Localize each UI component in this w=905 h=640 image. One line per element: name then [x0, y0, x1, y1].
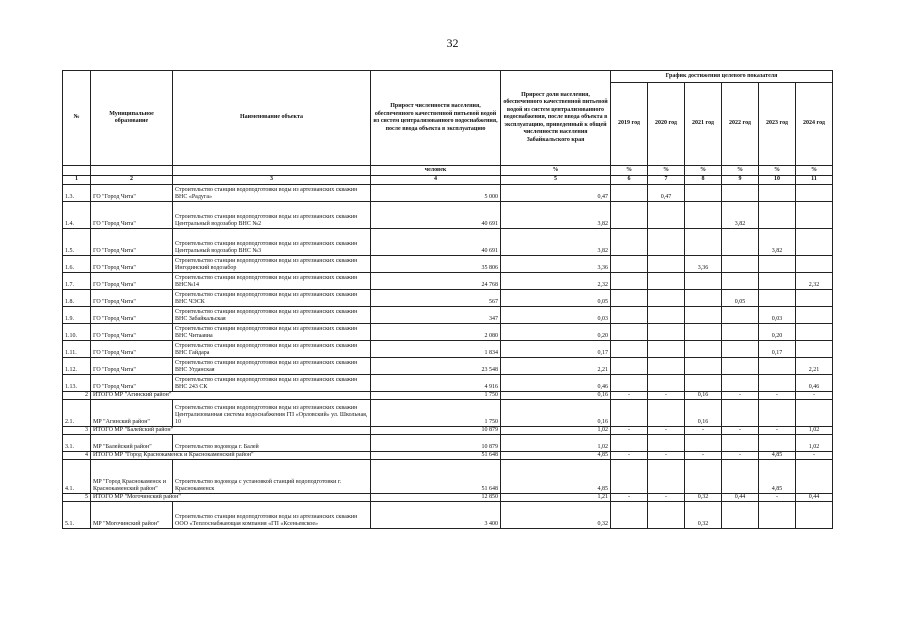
year-value [611, 357, 648, 374]
share-value: 4,85 [501, 451, 611, 459]
year-value [611, 323, 648, 340]
unit-cell [63, 166, 91, 176]
year-value [611, 399, 648, 426]
table-row [63, 399, 833, 426]
year-value [722, 399, 759, 426]
share-value: 0,05 [501, 289, 611, 306]
table-row [63, 501, 833, 528]
year-value [611, 201, 648, 228]
year-value: 0,20 [759, 323, 796, 340]
year-value: 0,05 [722, 289, 759, 306]
year-value: 0,46 [796, 374, 833, 391]
row-number: 2.1. [63, 399, 91, 426]
unit-percent: % [796, 166, 833, 176]
unit-percent: % [501, 166, 611, 176]
year-value [796, 255, 833, 272]
year-value [722, 323, 759, 340]
year-value [796, 184, 833, 201]
table-row [63, 228, 833, 255]
population-value: 10 879 [371, 434, 501, 451]
year-value [685, 357, 722, 374]
year-value [648, 399, 685, 426]
population-value: 24 768 [371, 272, 501, 289]
unit-people: человек [371, 166, 501, 176]
year-value: - [796, 451, 833, 459]
year-value [611, 289, 648, 306]
page-number: 32 [446, 36, 459, 50]
unit-cell [91, 166, 173, 176]
year-value: - [685, 451, 722, 459]
year-value [648, 434, 685, 451]
table-row [63, 357, 833, 374]
year-value: 3,82 [722, 201, 759, 228]
year-value [759, 272, 796, 289]
municipality-cell: ГО "Город Чита" [91, 357, 173, 374]
total-row [63, 426, 833, 434]
row-number: 1.5. [63, 228, 91, 255]
row-number: 1.8. [63, 289, 91, 306]
population-value: 51 648 [371, 451, 501, 459]
header-year: 2019 год [611, 83, 648, 166]
year-value [611, 272, 648, 289]
population-value: 40 691 [371, 201, 501, 228]
year-value [722, 184, 759, 201]
header-year: 2023 год [759, 83, 796, 166]
share-value: 2,21 [501, 357, 611, 374]
header-population-growth: Прирост численности населения, обеспеченного качественной питьевой водой из систем централизованного водоснабжения, после ввода объекта в эксплуатацию [371, 71, 501, 166]
header-schedule: График достижения целевого показателя [611, 71, 833, 83]
year-value: - [722, 391, 759, 399]
year-value: - [722, 451, 759, 459]
header-object: Наименование объекта [173, 71, 371, 166]
header-no: № [63, 71, 91, 166]
row-number: 1.6. [63, 255, 91, 272]
total-row-number: 2 [63, 391, 91, 399]
year-value [685, 340, 722, 357]
year-value: 2,21 [796, 357, 833, 374]
year-value: 0,32 [685, 493, 722, 501]
municipality-cell: ГО "Город Чита" [91, 184, 173, 201]
object-name-cell: Строительство водовода г. Балей [173, 434, 371, 451]
population-value: 12 850 [371, 493, 501, 501]
year-value: - [611, 426, 648, 434]
municipality-cell: МР "Город Краснокаменск и Краснокаменский район" [91, 459, 173, 493]
share-value: 1,02 [501, 434, 611, 451]
year-value: 3,36 [685, 255, 722, 272]
total-row [63, 493, 833, 501]
year-value [611, 501, 648, 528]
municipality-cell: МР "Могочинский район" [91, 501, 173, 528]
share-value: 0,32 [501, 501, 611, 528]
row-number: 1.11. [63, 340, 91, 357]
total-row-number: 5 [63, 493, 91, 501]
year-value: - [796, 391, 833, 399]
year-value [685, 306, 722, 323]
table-row [63, 340, 833, 357]
table-row [63, 374, 833, 391]
column-number: 2 [91, 176, 173, 185]
year-value [759, 184, 796, 201]
row-number: 5.1. [63, 501, 91, 528]
year-value: 0,03 [759, 306, 796, 323]
year-value: - [611, 391, 648, 399]
object-name-cell: Строительство станции водоподготовки воды из артезианских скважин ВНС№14 [173, 272, 371, 289]
share-value: 3,36 [501, 255, 611, 272]
column-number: 10 [759, 176, 796, 185]
year-value: 0,44 [722, 493, 759, 501]
year-value [648, 340, 685, 357]
column-number: 8 [685, 176, 722, 185]
year-value [648, 201, 685, 228]
object-name-cell: Строительство станции водоподготовки воды из артезианских скважин Ингодинский водозабор [173, 255, 371, 272]
year-value [796, 501, 833, 528]
year-value [796, 399, 833, 426]
column-number: 1 [63, 176, 91, 185]
year-value: 1,02 [796, 434, 833, 451]
column-number: 3 [173, 176, 371, 185]
year-value [611, 255, 648, 272]
year-value [722, 357, 759, 374]
unit-percent: % [648, 166, 685, 176]
target-indicator-table [62, 70, 833, 529]
year-value [648, 289, 685, 306]
total-row [63, 451, 833, 459]
year-value [611, 306, 648, 323]
total-row-label: ИТОГО МР "Балейский район" [91, 426, 371, 434]
row-number: 1.9. [63, 306, 91, 323]
object-name-cell: Строительство станции водоподготовки воды из артезианских скважин Централизованная система водоснабжения ГП «Орловский» ул. Школьная, 10 [173, 399, 371, 426]
object-name-cell: Строительство станции водоподготовки воды из артезианских скважин Центральный водозабор ВНС №2 [173, 201, 371, 228]
year-value: 3,82 [759, 228, 796, 255]
unit-percent: % [611, 166, 648, 176]
total-row-label: ИТОГО МР "Город Краснокаменск и Краснокаменский район" [91, 451, 371, 459]
row-number: 4.1. [63, 459, 91, 493]
header-year: 2021 год [685, 83, 722, 166]
year-value [685, 201, 722, 228]
year-value [685, 272, 722, 289]
share-value: 0,03 [501, 306, 611, 323]
table-row [63, 255, 833, 272]
year-value [648, 306, 685, 323]
population-value: 5 000 [371, 184, 501, 201]
population-value: 40 691 [371, 228, 501, 255]
population-value: 1 750 [371, 399, 501, 426]
year-value [722, 228, 759, 255]
table-row [63, 434, 833, 451]
row-number: 1.13. [63, 374, 91, 391]
row-number: 1.3. [63, 184, 91, 201]
year-value [685, 374, 722, 391]
table-row [63, 459, 833, 493]
year-value: - [648, 493, 685, 501]
year-value [648, 272, 685, 289]
municipality-cell: ГО "Город Чита" [91, 228, 173, 255]
object-name-cell: Строительство станции водоподготовки воды из артезианских скважин ВНС Угданская [173, 357, 371, 374]
share-value: 1,21 [501, 493, 611, 501]
header-share-growth: Прирост доли населения, обеспеченного качественной питьевой водой из систем централизованного водоснабжения, после ввода объекта в эксплуатацию, приведенный к общей численности населения Забайкальского края [501, 71, 611, 166]
year-value [685, 289, 722, 306]
share-value: 0,16 [501, 399, 611, 426]
population-value: 4 916 [371, 374, 501, 391]
year-value [759, 255, 796, 272]
table-row [63, 306, 833, 323]
table-row [63, 272, 833, 289]
year-value: - [648, 451, 685, 459]
table-row [63, 201, 833, 228]
total-row-label: ИТОГО МР "Могочинский район" [91, 493, 371, 501]
column-number: 9 [722, 176, 759, 185]
municipality-cell: ГО "Город Чита" [91, 306, 173, 323]
share-value: 4,85 [501, 459, 611, 493]
year-value: 0,44 [796, 493, 833, 501]
year-value [611, 340, 648, 357]
share-value: 0,16 [501, 391, 611, 399]
year-value [759, 357, 796, 374]
unit-percent: % [685, 166, 722, 176]
year-value [648, 374, 685, 391]
year-value: - [611, 493, 648, 501]
year-value [648, 459, 685, 493]
population-value: 23 548 [371, 357, 501, 374]
year-value [685, 228, 722, 255]
year-value [759, 289, 796, 306]
year-value [722, 459, 759, 493]
table-row [63, 289, 833, 306]
municipality-cell: ГО "Город Чита" [91, 323, 173, 340]
year-value [759, 434, 796, 451]
year-value [648, 323, 685, 340]
column-number: 4 [371, 176, 501, 185]
object-name-cell: Строительство станции водоподготовки воды из артезианских скважин ООО «Теплоснабжающая компания «ГП «Ксеньевское» [173, 501, 371, 528]
year-value: - [759, 493, 796, 501]
total-row-number: 3 [63, 426, 91, 434]
share-value: 1,02 [501, 426, 611, 434]
year-value [722, 374, 759, 391]
year-value [648, 228, 685, 255]
year-value [796, 323, 833, 340]
header-year: 2024 год [796, 83, 833, 166]
share-value: 2,32 [501, 272, 611, 289]
year-value: 0,47 [648, 184, 685, 201]
table-row [63, 184, 833, 201]
year-value [685, 459, 722, 493]
share-value: 0,46 [501, 374, 611, 391]
year-value [685, 323, 722, 340]
year-value: 0,16 [685, 391, 722, 399]
unit-percent: % [722, 166, 759, 176]
year-value: - [611, 451, 648, 459]
share-value: 3,82 [501, 228, 611, 255]
year-value [685, 434, 722, 451]
share-value: 0,20 [501, 323, 611, 340]
column-number: 5 [501, 176, 611, 185]
year-value: 0,32 [685, 501, 722, 528]
year-value [759, 374, 796, 391]
object-name-cell: Строительство станции водоподготовки воды из артезианских скважин ВНС «Радуга» [173, 184, 371, 201]
population-value: 3 400 [371, 501, 501, 528]
year-value [796, 459, 833, 493]
share-value: 0,17 [501, 340, 611, 357]
year-value [611, 374, 648, 391]
row-number: 1.7. [63, 272, 91, 289]
object-name-cell: Строительство станции водоподготовки воды из артезианских скважин ВНС Гайдара [173, 340, 371, 357]
year-value: - [648, 391, 685, 399]
municipality-cell: МР "Балейский район" [91, 434, 173, 451]
header-municipality: Муниципальное образование [91, 71, 173, 166]
share-value: 3,82 [501, 201, 611, 228]
municipality-cell: ГО "Город Чита" [91, 201, 173, 228]
year-value: 0,17 [759, 340, 796, 357]
year-value: 1,02 [796, 426, 833, 434]
year-value [759, 399, 796, 426]
header-year: 2020 год [648, 83, 685, 166]
year-value [796, 340, 833, 357]
column-number: 11 [796, 176, 833, 185]
unit-percent: % [759, 166, 796, 176]
year-value [722, 306, 759, 323]
year-value [611, 228, 648, 255]
year-value [648, 255, 685, 272]
object-name-cell: Строительство станции водоподготовки воды из артезианских скважин Центральный водозабор ВНС №3 [173, 228, 371, 255]
year-value [648, 357, 685, 374]
year-value [648, 501, 685, 528]
total-row-number: 4 [63, 451, 91, 459]
year-value [722, 434, 759, 451]
column-number: 7 [648, 176, 685, 185]
object-name-cell: Строительство станции водоподготовки воды из артезианских скважин ВНС ЧЭСК [173, 289, 371, 306]
year-value: - [722, 426, 759, 434]
municipality-cell: ГО "Город Чита" [91, 374, 173, 391]
year-value [722, 272, 759, 289]
year-value [722, 255, 759, 272]
population-value: 10 879 [371, 426, 501, 434]
municipality-cell: МР "Агинский район" [91, 399, 173, 426]
year-value [796, 228, 833, 255]
year-value [611, 459, 648, 493]
object-name-cell: Строительство станции водоподготовки воды из артезианских скважин ВНС Забайкальская [173, 306, 371, 323]
population-value: 1 834 [371, 340, 501, 357]
population-value: 1 750 [371, 391, 501, 399]
year-value: - [759, 391, 796, 399]
year-value [759, 201, 796, 228]
population-value: 567 [371, 289, 501, 306]
row-number: 1.4. [63, 201, 91, 228]
year-value [611, 184, 648, 201]
table-body [63, 184, 833, 528]
header-year: 2022 год [722, 83, 759, 166]
total-row-label: ИТОГО МР "Агинский район" [91, 391, 371, 399]
year-value: - [759, 426, 796, 434]
municipality-cell: ГО "Город Чита" [91, 289, 173, 306]
year-value [611, 434, 648, 451]
municipality-cell: ГО "Город Чита" [91, 255, 173, 272]
year-value [722, 501, 759, 528]
population-value: 51 648 [371, 459, 501, 493]
municipality-cell: ГО "Город Чита" [91, 272, 173, 289]
year-value: 2,32 [796, 272, 833, 289]
year-value [759, 501, 796, 528]
year-value [722, 340, 759, 357]
year-value: - [685, 426, 722, 434]
year-value [796, 306, 833, 323]
year-value: 4,85 [759, 451, 796, 459]
year-value [685, 184, 722, 201]
municipality-cell: ГО "Город Чита" [91, 340, 173, 357]
year-value [796, 289, 833, 306]
population-value: 347 [371, 306, 501, 323]
year-value: - [648, 426, 685, 434]
unit-cell [173, 166, 371, 176]
share-value: 0,47 [501, 184, 611, 201]
table-row [63, 323, 833, 340]
population-value: 35 806 [371, 255, 501, 272]
row-number: 1.12. [63, 357, 91, 374]
object-name-cell: Строительство станции водоподготовки воды из артезианских скважин ВНС 243 СК [173, 374, 371, 391]
row-number: 3.1. [63, 434, 91, 451]
year-value: 0,16 [685, 399, 722, 426]
object-name-cell: Строительство станции водоподготовки воды из артезианских скважин ВНС Читаавиа [173, 323, 371, 340]
row-number: 1.10. [63, 323, 91, 340]
year-value [796, 201, 833, 228]
population-value: 2 080 [371, 323, 501, 340]
year-value: 4,85 [759, 459, 796, 493]
total-row [63, 391, 833, 399]
column-number: 6 [611, 176, 648, 185]
object-name-cell: Строительство водовода с установкой станций водоподготовки г. Краснокаменск [173, 459, 371, 493]
